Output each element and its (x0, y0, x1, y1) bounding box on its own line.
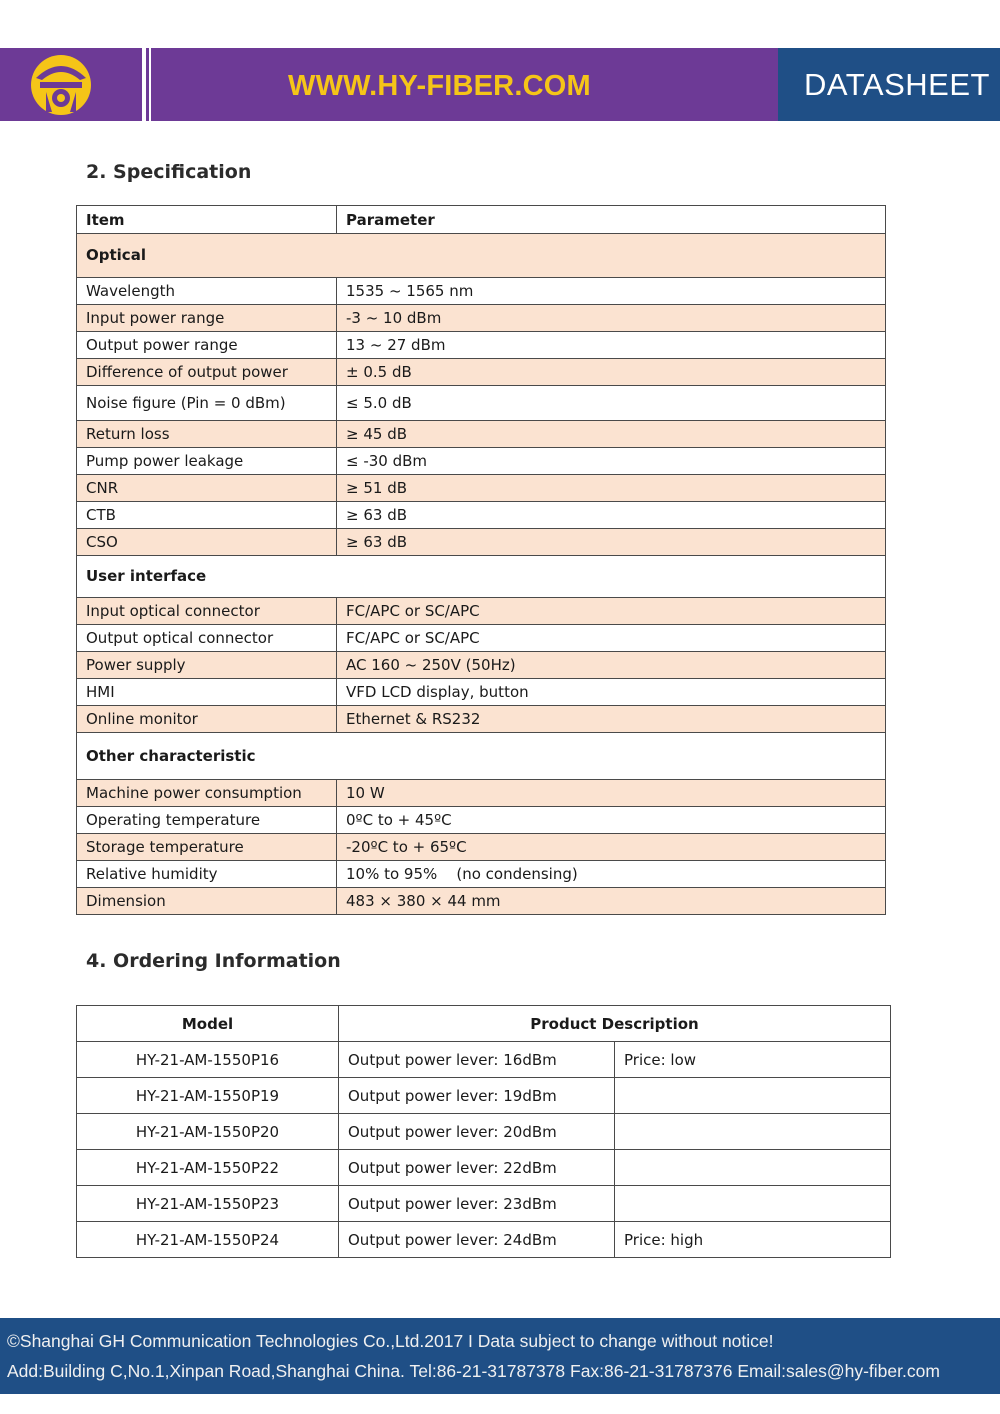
model-cell: HY-21-AM-1550P20 (77, 1114, 339, 1150)
table-row (77, 807, 886, 834)
description-cell: Output power lever: 20dBm (339, 1114, 615, 1150)
doc-type-badge (778, 48, 1000, 121)
header-divider (149, 48, 151, 121)
spec-item: Power supply (77, 652, 337, 679)
spec-value: 483 × 380 × 44 mm (337, 888, 886, 915)
table-header-row (77, 1006, 891, 1042)
spec-value: VFD LCD display, button (337, 679, 886, 706)
column-header: Model (77, 1006, 339, 1042)
model-cell: HY-21-AM-1550P19 (77, 1078, 339, 1114)
spec-item: Output optical connector (77, 625, 337, 652)
column-header: Parameter (337, 206, 886, 234)
spec-item: Operating temperature (77, 807, 337, 834)
spec-item: Dimension (77, 888, 337, 915)
ordering-table (76, 1005, 891, 1258)
group-row (77, 733, 886, 780)
spec-value: ≥ 63 dB (337, 502, 886, 529)
table-row (77, 652, 886, 679)
group-row (77, 556, 886, 598)
price-cell (615, 1114, 891, 1150)
description-cell: Output power lever: 19dBm (339, 1078, 615, 1114)
table-row (77, 1222, 891, 1258)
description-cell: Output power lever: 24dBm (339, 1222, 615, 1258)
spec-value: ≤ -30 dBm (337, 448, 886, 475)
company-logo-icon (26, 52, 96, 118)
spec-value: ≥ 51 dB (337, 475, 886, 502)
copyright-text: ©Shanghai GH Communication Technologies Co.,Ltd.2017 I Data subject to change without notice! (7, 1331, 774, 1351)
spec-value: AC 160 ~ 250V (50Hz) (337, 652, 886, 679)
price-cell (615, 1078, 891, 1114)
group-label: Other characteristic (77, 733, 886, 780)
spec-value: -20ºC to + 65ºC (337, 834, 886, 861)
spec-item: CSO (77, 529, 337, 556)
spec-value: 1535 ~ 1565 nm (337, 278, 886, 305)
spec-value: 10 W (337, 780, 886, 807)
description-cell: Output power lever: 16dBm (339, 1042, 615, 1078)
spec-value: 13 ~ 27 dBm (337, 332, 886, 359)
spec-value: ± 0.5 dB (337, 359, 886, 386)
table-row (77, 1042, 891, 1078)
spec-item: Wavelength (77, 278, 337, 305)
spec-item: Input power range (77, 305, 337, 332)
model-cell: HY-21-AM-1550P23 (77, 1186, 339, 1222)
header-banner (0, 48, 1000, 121)
spec-value: ≥ 63 dB (337, 529, 886, 556)
doc-type-label: DATASHEET (804, 67, 990, 102)
table-row (77, 888, 886, 915)
table-row (77, 421, 886, 448)
column-header: Item (77, 206, 337, 234)
spec-value: FC/APC or SC/APC (337, 625, 886, 652)
spec-section-title: 2. Specification (86, 161, 252, 183)
table-row (77, 475, 886, 502)
footer-bar (0, 1318, 1000, 1394)
table-header-row (77, 206, 886, 234)
table-row (77, 386, 886, 421)
header-divider (142, 48, 146, 121)
group-label: Optical (77, 234, 886, 278)
table-row (77, 625, 886, 652)
group-label: User interface (77, 556, 886, 598)
spec-value: 0ºC to + 45ºC (337, 807, 886, 834)
site-url[interactable]: WWW.HY-FIBER.COM (288, 70, 591, 102)
spec-item: Storage temperature (77, 834, 337, 861)
spec-value: 10% to 95% (no condensing) (337, 861, 886, 888)
spec-item: Input optical connector (77, 598, 337, 625)
model-cell: HY-21-AM-1550P22 (77, 1150, 339, 1186)
table-row (77, 278, 886, 305)
spec-item: CNR (77, 475, 337, 502)
table-row (77, 861, 886, 888)
table-row (77, 780, 886, 807)
spec-table (76, 205, 886, 915)
spec-value: Ethernet & RS232 (337, 706, 886, 733)
model-cell: HY-21-AM-1550P16 (77, 1042, 339, 1078)
spec-item: HMI (77, 679, 337, 706)
table-row (77, 529, 886, 556)
table-row (77, 1150, 891, 1186)
price-cell: Price: high (615, 1222, 891, 1258)
ordering-section-title: 4. Ordering Information (86, 950, 341, 972)
model-cell: HY-21-AM-1550P24 (77, 1222, 339, 1258)
contact-text: Add:Building C,No.1,Xinpan Road,Shanghai China. Tel:86-21-31787378 Fax:86-21-31787376 Email:sales@hy-fiber.com (7, 1361, 940, 1381)
description-cell: Output power lever: 22dBm (339, 1150, 615, 1186)
table-row (77, 706, 886, 733)
table-row (77, 1186, 891, 1222)
spec-value: ≤ 5.0 dB (337, 386, 886, 421)
spec-item: Online monitor (77, 706, 337, 733)
description-cell: Output power lever: 23dBm (339, 1186, 615, 1222)
spec-item: Difference of output power (77, 359, 337, 386)
group-row (77, 234, 886, 278)
spec-item: Output power range (77, 332, 337, 359)
logo (0, 48, 142, 121)
spec-item: CTB (77, 502, 337, 529)
table-row (77, 448, 886, 475)
spec-item: Noise figure (Pin = 0 dBm) (77, 386, 337, 421)
table-row (77, 679, 886, 706)
price-cell (615, 1186, 891, 1222)
spec-item: Relative humidity (77, 861, 337, 888)
table-row (77, 1078, 891, 1114)
table-row (77, 359, 886, 386)
column-header: Product Description (339, 1006, 891, 1042)
spec-item: Return loss (77, 421, 337, 448)
price-cell (615, 1150, 891, 1186)
spec-item: Machine power consumption (77, 780, 337, 807)
table-row (77, 502, 886, 529)
spec-value: ≥ 45 dB (337, 421, 886, 448)
table-row (77, 305, 886, 332)
table-row (77, 1114, 891, 1150)
spec-value: FC/APC or SC/APC (337, 598, 886, 625)
table-row (77, 332, 886, 359)
spec-value: -3 ~ 10 dBm (337, 305, 886, 332)
spec-item: Pump power leakage (77, 448, 337, 475)
price-cell: Price: low (615, 1042, 891, 1078)
table-row (77, 834, 886, 861)
table-row (77, 598, 886, 625)
